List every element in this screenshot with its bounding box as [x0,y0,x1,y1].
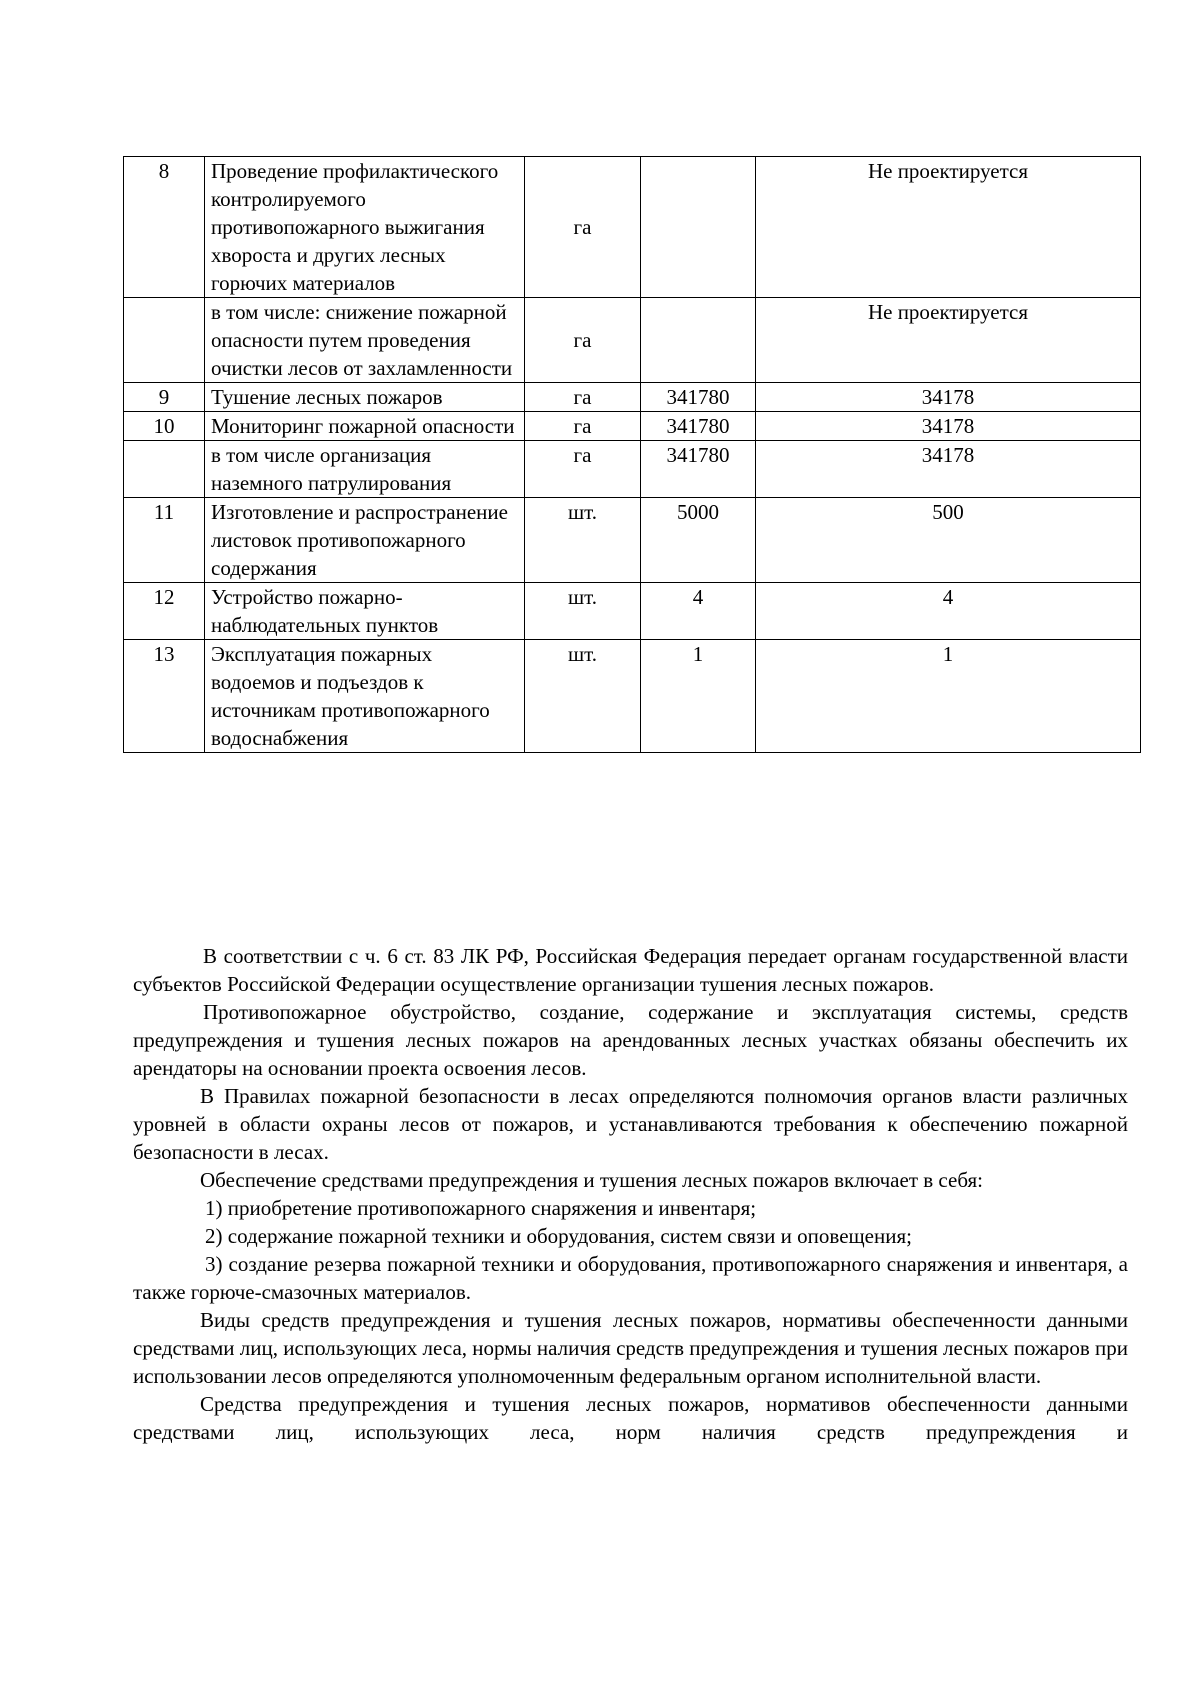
measure-name: Изготовление и распространение листовок противопожарного содержания [205,498,525,583]
annual-volume-cell: 34178 [756,441,1141,498]
list-item: 3) создание резерва пожарной техники и оборудования, противопожарного снаряжения и инвентаря, а также горюче-смазочных материалов. [133,1252,1128,1304]
unit-cell: шт. [525,583,641,640]
volume-cell: 4 [641,583,756,640]
unit-cell: шт. [525,498,641,583]
volume-cell: 5000 [641,498,756,583]
row-number: 13 [124,640,205,753]
volume-cell: 341780 [641,383,756,412]
list-item: 1) приобретение противопожарного снаряжения и инвентаря; [205,1196,757,1220]
annual-volume-cell: 1 [756,640,1141,753]
body-text [133,942,1128,1446]
paragraph: Средства предупреждения и тушения лесных пожаров, нормативов обеспеченности данными средствами лиц, использующих леса, норм наличия средств предупреждения и [133,1392,1128,1444]
unit-cell: шт. [525,640,641,753]
fire-measures-table [123,156,1141,753]
paragraph: В соответствии с ч. 6 ст. 83 ЛК РФ, Российская Федерация передает органам государственной власти субъектов Российской Федерации осуществление организации тушения лесных пожаров. [133,944,1128,996]
volume-cell: 341780 [641,441,756,498]
row-number [124,298,205,383]
paragraph: Виды средств предупреждения и тушения лесных пожаров, нормативы обеспеченности данными средствами лиц, использующих леса, нормы наличия средств предупреждения и тушения лесных пожаров при использовании лесов определяются уполномоченным федеральным органом исполнительной власти. [133,1308,1128,1388]
unit-text: га [573,215,592,239]
measure-name: Тушение лесных пожаров [205,383,525,412]
paragraph: Противопожарное обустройство, создание, содержание и эксплуатация системы, средств предупреждения и тушения лесных пожаров на арендованных лесных участках обязаны обеспечить их арендаторы на основании проекта освоения лесов. [133,1000,1128,1080]
annual-volume-cell: 34178 [756,412,1141,441]
annual-volume-cell: 34178 [756,383,1141,412]
unit-cell: га [525,441,641,498]
annual-volume-cell: Не проектируется [756,157,1141,298]
row-number: 10 [124,412,205,441]
measure-name: Устройство пожарно-наблюдательных пунктов [205,583,525,640]
table-row [124,383,1141,412]
volume-cell [641,157,756,298]
table-row [124,441,1141,498]
row-number: 12 [124,583,205,640]
table-row [124,498,1141,583]
table-row [124,157,1141,298]
row-number: 11 [124,498,205,583]
paragraph: Обеспечение средствами предупреждения и тушения лесных пожаров включает в себя: [200,1168,983,1192]
table-row [124,298,1141,383]
unit-cell: га [525,412,641,441]
measure-name: в том числе: снижение пожарной опасности путем проведения очистки лесов от захламленности [205,298,525,383]
table-row [124,583,1141,640]
row-number [124,441,205,498]
list-item: 2) содержание пожарной техники и оборудования, систем связи и оповещения; [205,1224,912,1248]
table-row [124,640,1141,753]
unit-text: га [573,328,592,352]
measure-name: Эксплуатация пожарных водоемов и подъездов к источникам противопожарного водоснабжения [205,640,525,753]
volume-cell [641,298,756,383]
measure-name: Проведение профилактического контролируемого противопожарного выжигания хвороста и других лесных горючих материалов [205,157,525,298]
row-number: 9 [124,383,205,412]
measure-name: в том числе организация наземного патрулирования [205,441,525,498]
volume-cell: 1 [641,640,756,753]
row-number: 8 [124,157,205,298]
unit-cell: га [525,383,641,412]
volume-cell: 341780 [641,412,756,441]
annual-volume-cell: 4 [756,583,1141,640]
unit-cell [525,157,641,298]
unit-cell [525,298,641,383]
measure-name: Мониторинг пожарной опасности [205,412,525,441]
table-row [124,412,1141,441]
paragraph: В Правилах пожарной безопасности в лесах определяются полномочия органов власти различных уровней в области охраны лесов от пожаров, и устанавливаются требования к обеспечению пожарной безопасности в лесах. [133,1084,1128,1164]
annual-volume-cell: 500 [756,498,1141,583]
annual-volume-cell: Не проектируется [756,298,1141,383]
